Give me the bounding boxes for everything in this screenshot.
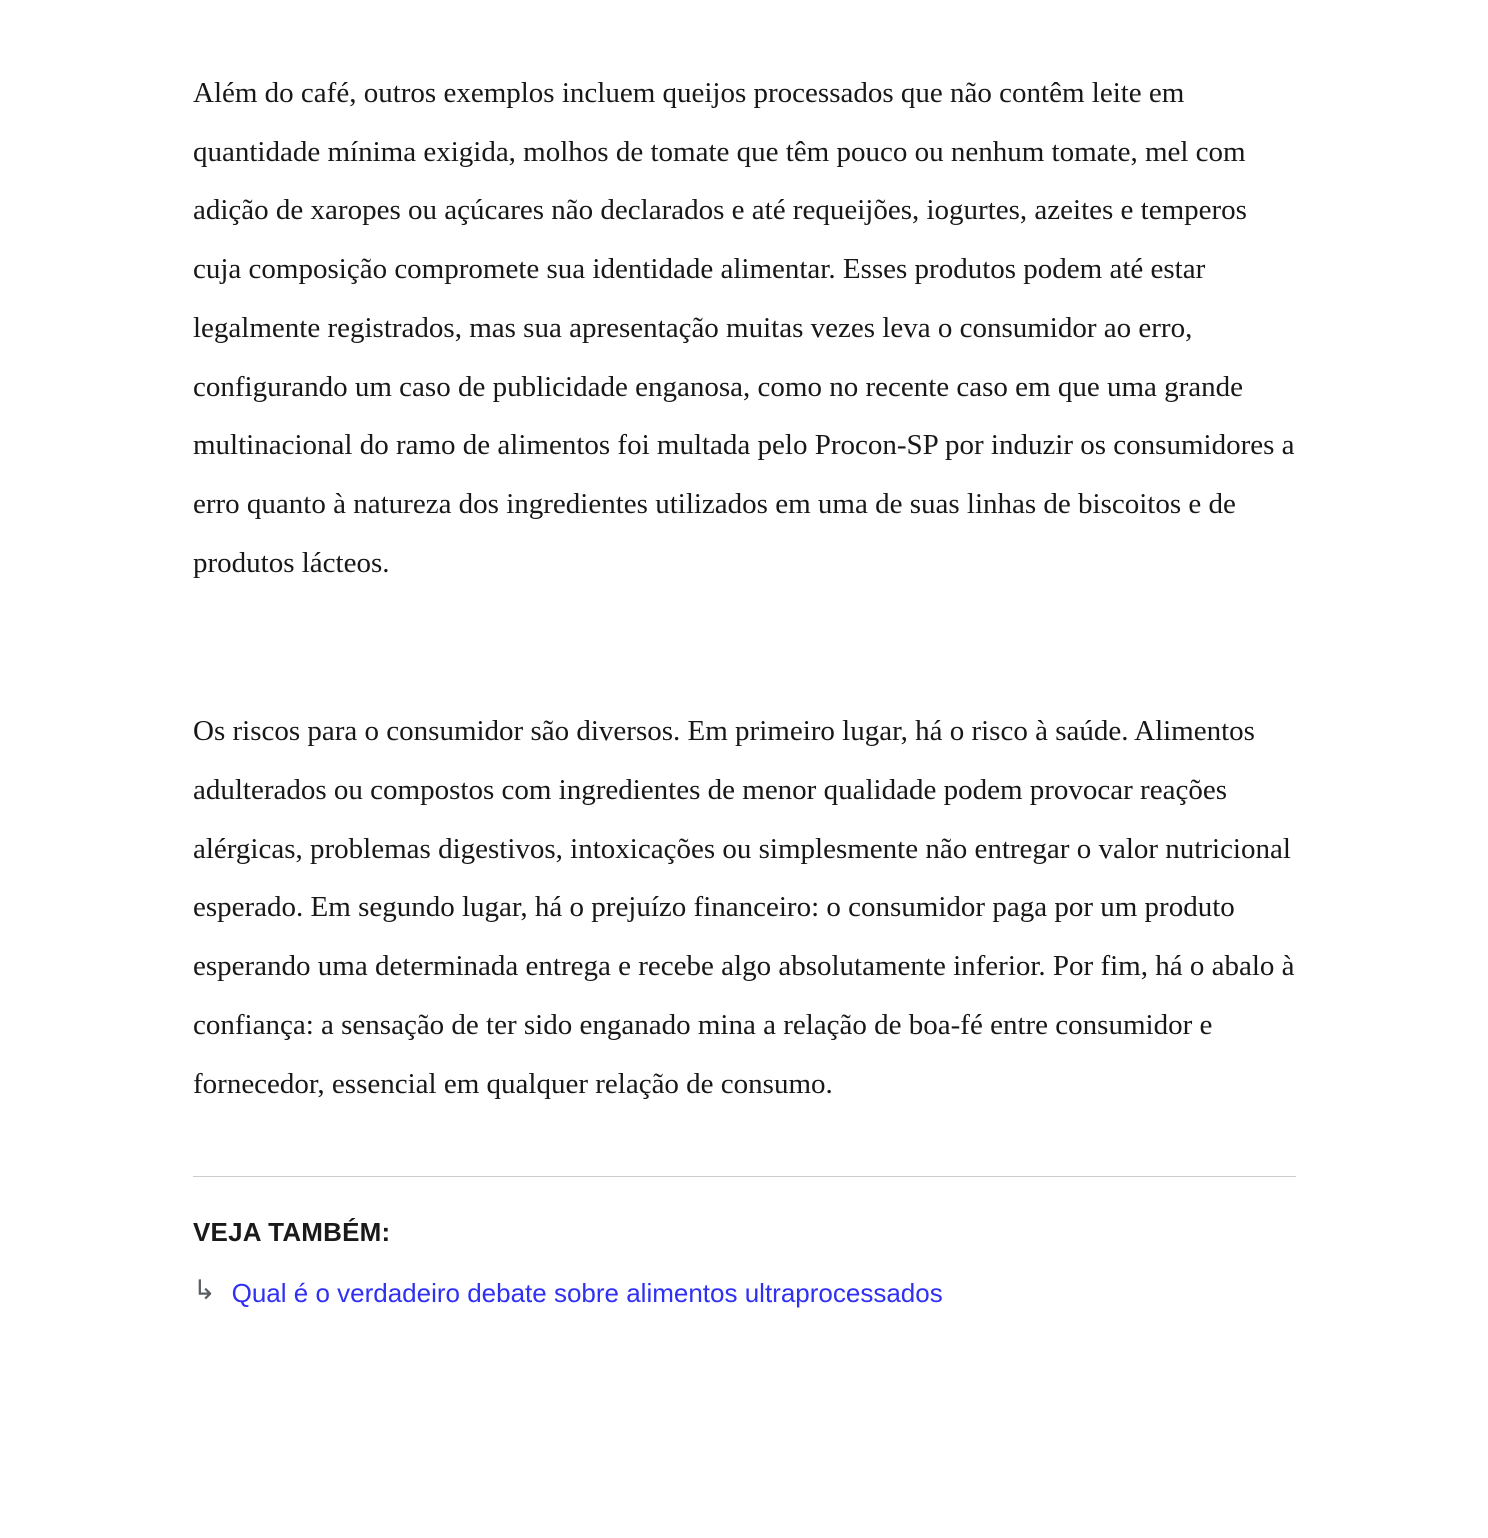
article-paragraph-2: Os riscos para o consumidor são diversos. Em primeiro lugar, há o risco à saúde. Alimentos adulterados ou compostos com ingredientes de menor qualidade podem provocar reações alérgicas, problemas digestivos, intoxicações ou simplesmente não entregar o valor nutricional esperado. Em segundo lugar, há o prejuízo financeiro: o consumidor paga por um produto esperando uma determinada entrega e recebe algo absolutamente inferior. Por fim, há o abalo à confiança: a sensação de ter sido enganado mina a relação de boa-fé entre consumidor e fornecedor, essencial em qualquer relação de consumo.: [193, 715, 1295, 1100]
see-also-list-item: [193, 1277, 1296, 1309]
see-also-link[interactable]: Qual é o verdadeiro debate sobre alimentos ultraprocessados: [231, 1278, 943, 1309]
article-paragraph-1: Além do café, outros exemplos incluem queijos processados que não contêm leite em quantidade mínima exigida, molhos de tomate que têm pouco ou nenhum tomate, mel com adição de xaropes ou açúcares não declarados e até requeijões, iogurtes, azeites e temperos cuja composição compromete sua identidade alimentar. Esses produtos podem até estar legalmente registrados, mas sua apresentação muitas vezes leva o consumidor ao erro, configurando um caso de publicidade enganosa, como no recente caso em que uma grande multinacional do ramo de alimentos foi multada pelo Procon-SP por induzir os consumidores a erro quanto à natureza dos ingredientes utilizados em uma de suas linhas de biscoitos e de produtos lácteos.: [193, 77, 1295, 579]
see-also-heading: VEJA TAMBÉM:: [193, 1217, 391, 1248]
arrow-hook-right-icon: ↳: [193, 1275, 216, 1307]
section-divider: [193, 1176, 1296, 1177]
article-content: [193, 0, 1296, 1309]
